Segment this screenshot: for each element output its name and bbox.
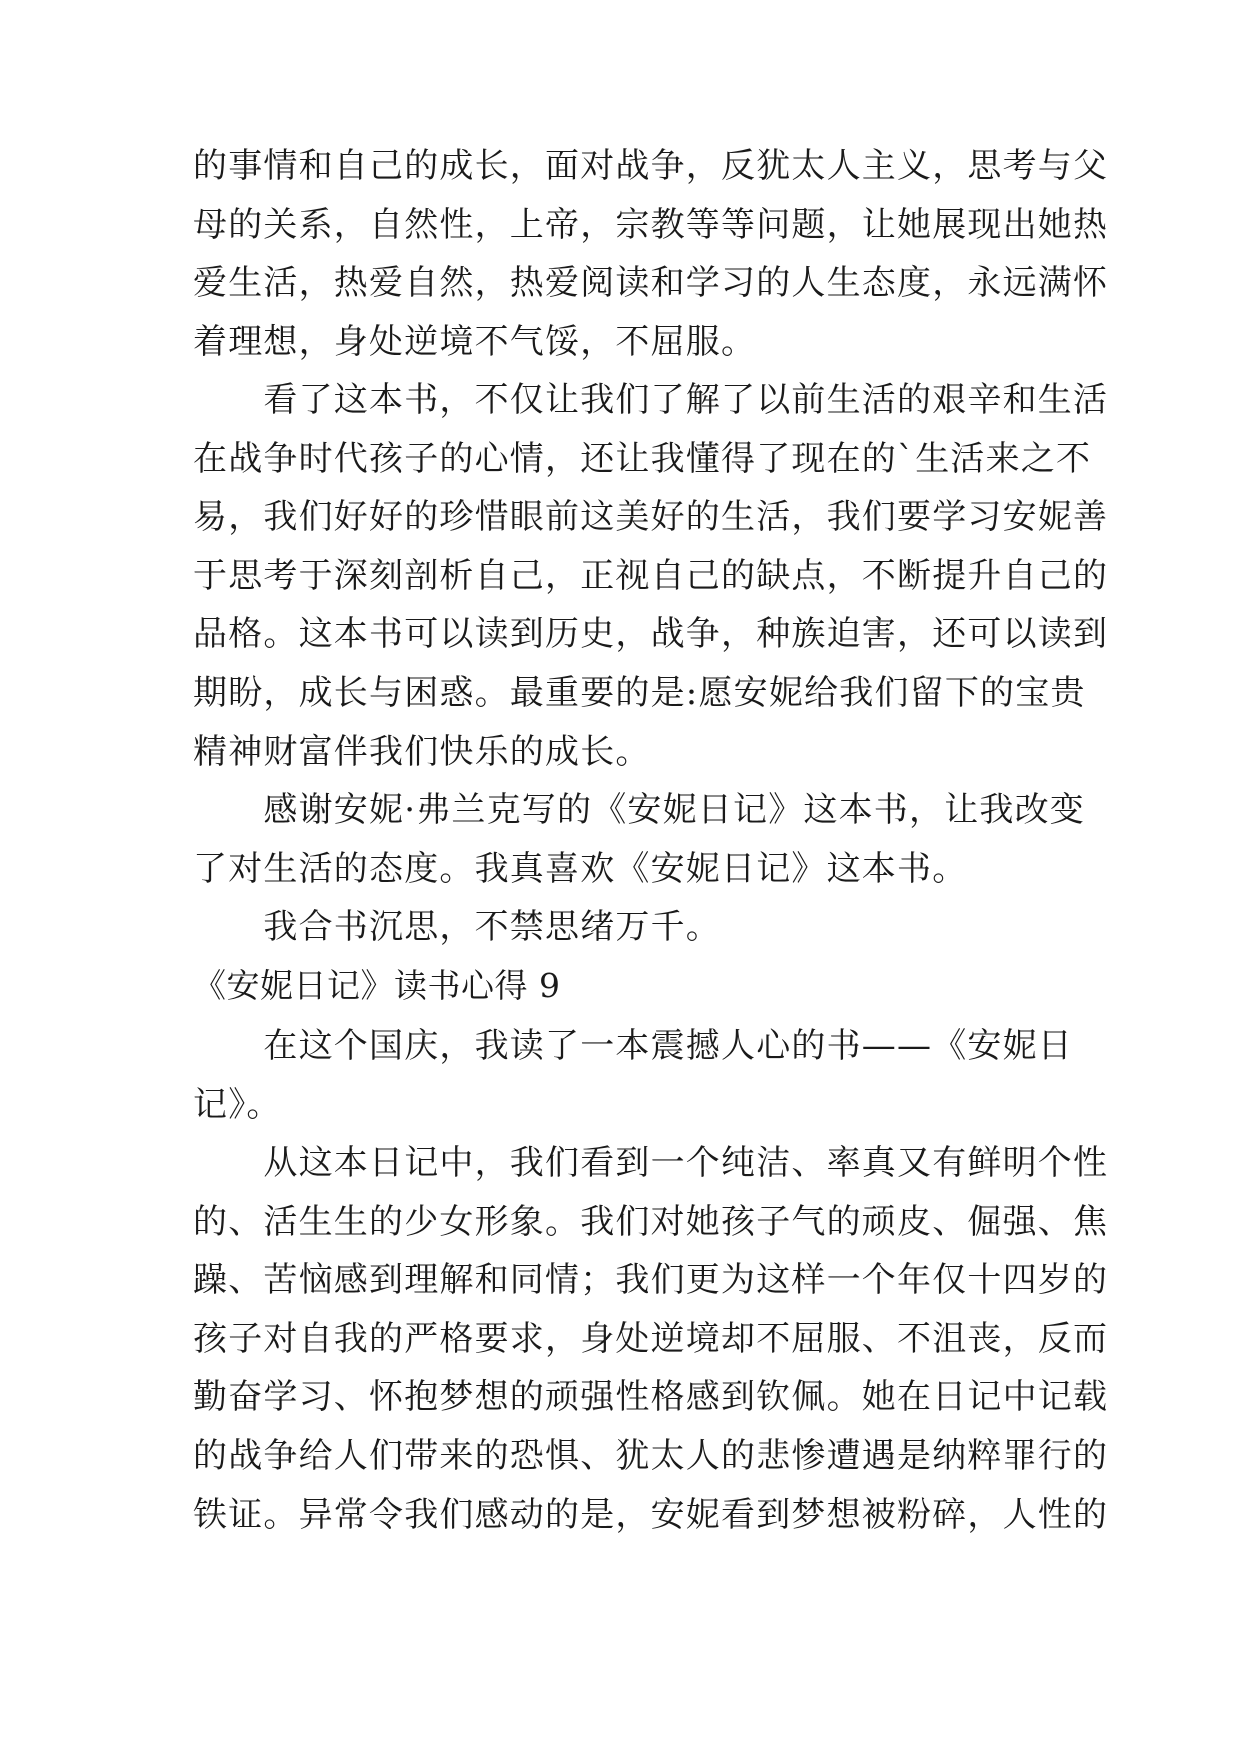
- text-line: 精神财富伴我们快乐的成长。: [193, 731, 651, 772]
- text-line: 铁证。异常令我们感动的是，安妮看到梦想被粉碎，人性的: [193, 1494, 1109, 1535]
- text-line: 躁、苦恼感到理解和同情；我们更为这样一个年仅十四岁的: [193, 1260, 1109, 1301]
- text-line: 的、活生生的少女形象。我们对她孩子气的顽皮、倔强、焦: [193, 1201, 1109, 1242]
- paragraph-body: [193, 1134, 1109, 1544]
- paragraph-reflection: [193, 371, 1109, 781]
- text-line: 勤奋学习、怀抱梦想的顽强性格感到钦佩。她在日记中记载: [193, 1377, 1109, 1418]
- text-line: 母的关系，自然性，上帝，宗教等等问题，让她展现出她热: [193, 204, 1109, 245]
- text-line: 在战争时代孩子的心情，还让我懂得了现在的`生活来之不: [193, 438, 1092, 479]
- text-line: 了对生活的态度。我真喜欢《安妮日记》这本书。: [193, 848, 968, 889]
- text-line: 看了这本书，不仅让我们了解了以前生活的艰辛和生活: [193, 380, 1109, 420]
- paragraph-intro: [193, 1017, 1073, 1134]
- text-line: 品格。这本书可以读到历史，战争，种族迫害，还可以读到: [193, 614, 1109, 655]
- text-line: 感谢安妮·弗兰克写的《安妮日记》这本书，让我改变: [193, 790, 1086, 830]
- text-line: 易，我们好好的珍惜眼前这美好的生活，我们要学习安妮善: [193, 497, 1109, 538]
- text-line: 从这本日记中，我们看到一个纯洁、率真又有鲜明个性: [193, 1143, 1109, 1183]
- text-line: 孩子对自我的严格要求，身处逆境却不屈服、不沮丧，反而: [193, 1318, 1109, 1359]
- text-line: 期盼，成长与困惑。最重要的是:愿安妮给我们留下的宝贵: [193, 672, 1086, 713]
- text-line: 记》。: [193, 1084, 282, 1125]
- text-line: 在这个国庆，我读了一本震撼人心的书——《安妮日: [193, 1026, 1073, 1066]
- text-line: 的战争给人们带来的恐惧、犹太人的悲惨遭遇是纳粹罪行的: [193, 1435, 1109, 1476]
- text-line: 爱生活，热爱自然，热爱阅读和学习的人生态度，永远满怀: [193, 263, 1109, 304]
- paragraph-continuation: [193, 137, 1109, 371]
- paragraph-closing: [193, 898, 1043, 957]
- text-line: 我合书沉思，不禁思绪万千。: [193, 907, 721, 947]
- text-line: 于思考于深刻剖析自己，正视自己的缺点，不断提升自己的: [193, 555, 1109, 596]
- paragraph-thanks: [193, 781, 1086, 898]
- section-heading: 《安妮日记》读书心得 9: [193, 966, 561, 1005]
- text-line: 的事情和自己的成长，面对战争，反犹太人主义，思考与父: [193, 146, 1109, 186]
- text-line: 着理想，身处逆境不气馁，不屈服。: [193, 321, 757, 362]
